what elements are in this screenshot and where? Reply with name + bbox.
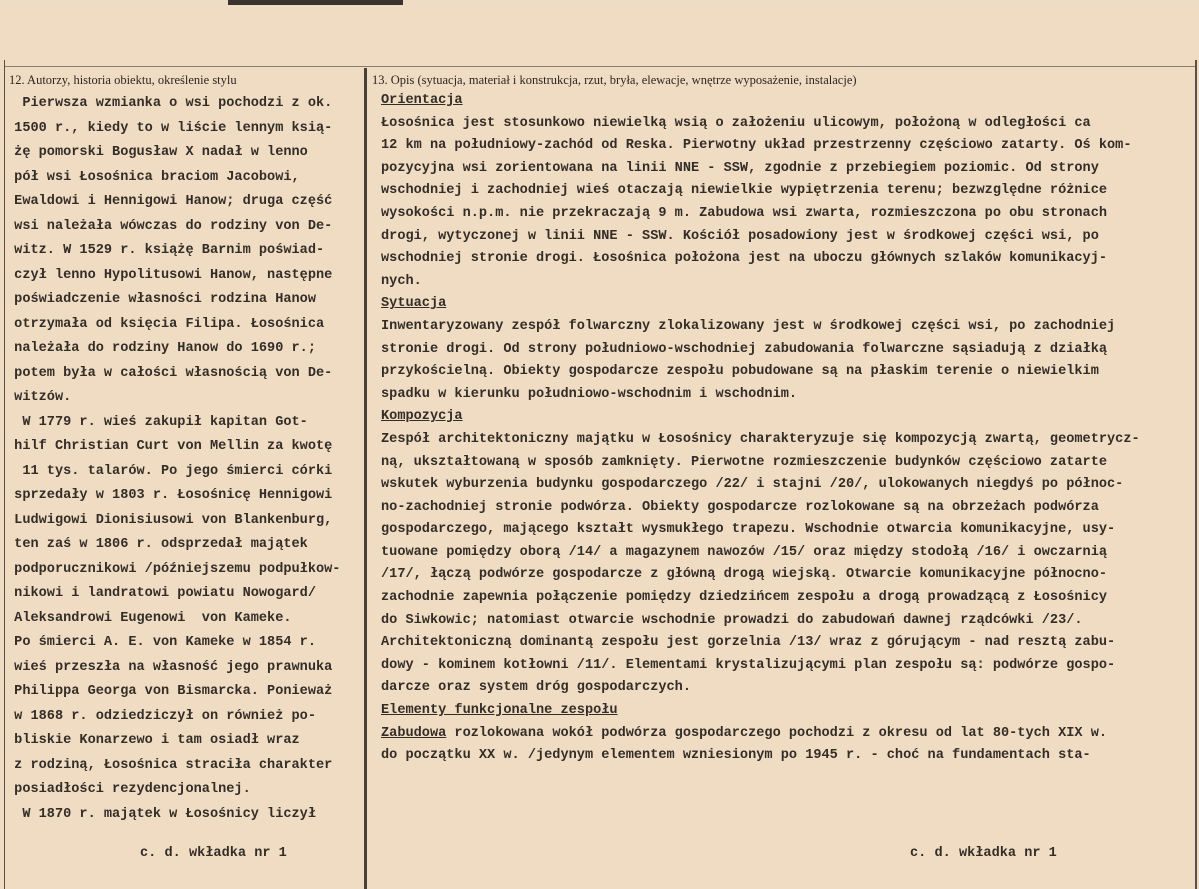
description-line	[381, 135, 1140, 158]
description-line	[381, 248, 1140, 271]
history-line: Pierwsza wzmianka o wsi pochodzi z ok.	[6, 96, 333, 111]
continuation-note-left: c. d. wkładka nr 1	[140, 846, 287, 861]
history-line: otrzymała od księcia Filipa. Łosośnica	[6, 316, 325, 332]
description-line	[381, 723, 1140, 746]
line-text: wschodniej stronie drogi. Łosośnica położona jest na uboczu głównych szlaków komunikacyj-	[381, 251, 1108, 267]
history-line: Po śmierci A. E. von Kameke w 1854 r.	[6, 635, 316, 650]
line-text: 12 km na południowy-zachód od Reska. Pierwotny układ przestrzenny częściowo zatarty. Oś kom-	[381, 138, 1132, 154]
line-text: wysokości n.p.m. nie przekraczają 9 m. Zabudowa wsi zwarta, rozmieszczona po obu stronach	[381, 205, 1108, 221]
section-heading	[381, 406, 1140, 429]
underlined-term: Kompozycja	[381, 409, 463, 425]
line-text: tuowane pomiędzy oborą /14/ a magazynem nawozów /15/ oraz między stodołą /16/ i owczarnią	[381, 544, 1108, 560]
description-line	[381, 587, 1140, 610]
description-line	[381, 316, 1140, 339]
description-line	[381, 677, 1140, 700]
line-text: dowy - kominem kotłowni /11/. Elementami krystalizującymi plan zespołu są: podwórze gospo-	[381, 657, 1116, 673]
description-line	[381, 632, 1140, 655]
header-rule	[4, 66, 1197, 67]
right-border	[1195, 60, 1197, 889]
underlined-term: Elementy funkcjonalne zespołu	[381, 703, 618, 719]
description-line	[381, 452, 1140, 475]
line-text: do Siwkowic; natomiast otwarcie wschodnie prowadzi do zabudowań dawnej rządcówki /23/.	[381, 612, 1083, 628]
continuation-note-right: c. d. wkładka nr 1	[910, 846, 1057, 861]
line-text: Łosośnica jest stosunkowo niewielką wsią o założeniu ulicowym, położoną w odległości ca	[381, 115, 1091, 131]
line-text: drogi, wytyczonej w linii NNE - SSW. Kościół posadowiony jest w środkowej części wsi, po	[381, 228, 1099, 244]
description-line	[381, 271, 1140, 294]
history-line: 11 tys. talarów. Po jego śmierci córki	[6, 463, 333, 479]
history-line: wieś przeszła na własność jego prawnuka	[6, 659, 333, 675]
underlined-term: Zabudowa	[381, 725, 447, 741]
history-line: W 1870 r. majątek w Łosośnicy liczył	[6, 806, 316, 822]
line-text: gospodarczego, mającego kształt wysmukłego trapezu. Wschodnie otwarcia komunikacyjne, usy-	[381, 522, 1116, 538]
history-line: podporucznikowi /późniejszemu podpułkow-	[6, 561, 341, 577]
description-line	[381, 474, 1140, 497]
description-line	[381, 226, 1140, 249]
description-line	[381, 158, 1140, 181]
description-line	[381, 180, 1140, 203]
description-column	[381, 90, 1140, 768]
line-text: pozycyjna wsi zorientowana na linii NNE - SSW, zgodnie z przebiegiem poziomic. Od strony	[381, 160, 1099, 176]
line-text: spadku w kierunku południowo-wschodnim i wschodnim.	[381, 386, 798, 402]
line-text: ną, ukształtowaną w sposób zamknięty. Pierwotne rozmieszczenie budynków częściowo zatarte	[381, 454, 1108, 470]
line-text: do początku XX w. /jedynym elementem wzniesionym po 1945 r. - choć na fundamentach sta-	[381, 748, 1091, 764]
line-text: darcze oraz system dróg gospodarczych.	[381, 680, 691, 696]
description-line	[381, 384, 1140, 407]
line-text: Architektoniczną dominantą zespołu jest gorzelnia /13/ wraz z górującym - nad resztą zabu-	[381, 635, 1116, 651]
line-text: wskutek wyburzenia budynku gospodarczego /22/ i stajni /20/, ulokowanych niegdyś po północ-	[381, 477, 1124, 493]
line-text: Zespół architektoniczny majątku w Łosośnicy charakteryzuje się kompozycją zwartą, geometrycz-	[381, 431, 1140, 447]
history-line: pół wsi Łosośnica braciom Jacobowi,	[6, 169, 300, 185]
history-line: w 1868 r. odziedziczył on również po-	[6, 708, 316, 724]
section-heading	[381, 293, 1140, 316]
history-line: Ewaldowi i Hennigowi Hanow; druga część	[6, 194, 333, 209]
history-line: Philippa Georga von Bismarcka. Ponieważ	[6, 684, 333, 699]
line-text: stronie drogi. Od strony południowo-wschodniej zabudowania folwarczne sąsiadują z działką	[381, 341, 1108, 357]
description-line	[381, 113, 1140, 136]
history-line: witzów.	[6, 390, 72, 405]
history-line: ten zaś w 1806 r. odsprzedał majątek	[6, 537, 308, 552]
line-text: Inwentaryzowany zespół folwarczny zlokalizowany jest w środkowej części wsi, po zachodniej	[381, 318, 1116, 334]
history-line: bliskie Konarzewo i tam osiadł wraz	[6, 733, 300, 748]
history-line: witz. W 1529 r. książę Barnim poświad-	[6, 243, 325, 258]
history-line: należała do rodziny Hanow do 1690 r.;	[6, 341, 316, 356]
history-line: czył lenno Hypolitusowi Hanow, następne	[6, 267, 333, 283]
section-13-header: 13. Opis (sytuacja, materiał i konstrukcja, rzut, bryła, elewacje, wnętrze wyposażenie, instalacje)	[372, 73, 857, 87]
description-line	[381, 203, 1140, 226]
top-band	[0, 0, 1199, 8]
column-divider	[364, 68, 367, 889]
description-line	[381, 542, 1140, 565]
underlined-term: Orientacja	[381, 93, 463, 108]
history-line: posiadłości rezydencjonalnej.	[6, 782, 251, 797]
history-line: Ludwigowi Dionisiusowi von Blankenburg,	[6, 512, 333, 528]
history-line: W 1779 r. wieś zakupił kapitan Got-	[6, 414, 308, 430]
description-line	[381, 564, 1140, 587]
description-line	[381, 745, 1140, 768]
history-line: hilf Christian Curt von Mellin za kwotę	[6, 439, 333, 454]
history-line: nikowi i landratowi powiatu Nowogard/	[6, 586, 316, 601]
underlined-term: Sytuacja	[381, 296, 447, 312]
history-line: z rodziną, Łosośnica straciła charakter	[6, 757, 333, 773]
history-line: Aleksandrowi Eugenowi von Kameke.	[6, 610, 292, 626]
line-text: wschodniej i zachodniej wieś otaczają niewielkie wypiętrzenia terenu; bezwzględne różnice	[381, 183, 1108, 199]
section-heading	[381, 700, 1140, 723]
line-text: rozlokowana wokół podwórza gospodarczego pochodzi z okresu od lat 80-tych XIX w.	[446, 725, 1108, 741]
line-text: no-zachodniej stronie podwórza. Obiekty gospodarcze rozlokowane są na obrzeżach podwórza	[381, 499, 1099, 515]
description-line	[381, 429, 1140, 452]
description-line	[381, 361, 1140, 384]
history-line: potem była w całości własnością von De-	[6, 365, 333, 381]
description-line	[381, 519, 1140, 542]
line-text: zachodnie zapewnia połączenie pomiędzy dziedzińcem zespołu a drogą prowadzącą z Łosośnicy	[381, 590, 1108, 606]
section-heading	[381, 90, 1140, 113]
line-text: nych.	[381, 273, 422, 289]
description-line	[381, 497, 1140, 520]
description-line	[381, 339, 1140, 362]
history-column	[6, 92, 340, 827]
history-line: 1500 r., kiedy to w liście lennym ksią-	[6, 120, 333, 136]
section-12-header: 12. Autorzy, historia obiektu, określenie stylu	[9, 73, 237, 87]
line-text: przykościelną. Obiekty gospodarcze zespołu pobudowane są na płaskim terenie o niewielkim	[381, 364, 1099, 380]
description-line	[381, 610, 1140, 633]
line-text: /17/, łączą podwórze gospodarcze z główną drogą wiejską. Otwarcie komunikacyjne północno-	[381, 567, 1108, 583]
history-line: poświadczenie własności rodzina Hanow	[6, 292, 316, 307]
top-binding-mark	[228, 0, 403, 5]
left-border	[4, 60, 5, 889]
history-line: sprzedały w 1803 r. Łosośnicę Hennigowi	[6, 488, 333, 503]
description-line	[381, 655, 1140, 678]
history-line: żę pomorski Bogusław X nadał w lenno	[6, 145, 308, 160]
history-line: wsi należała wówczas do rodziny von De-	[6, 218, 333, 234]
